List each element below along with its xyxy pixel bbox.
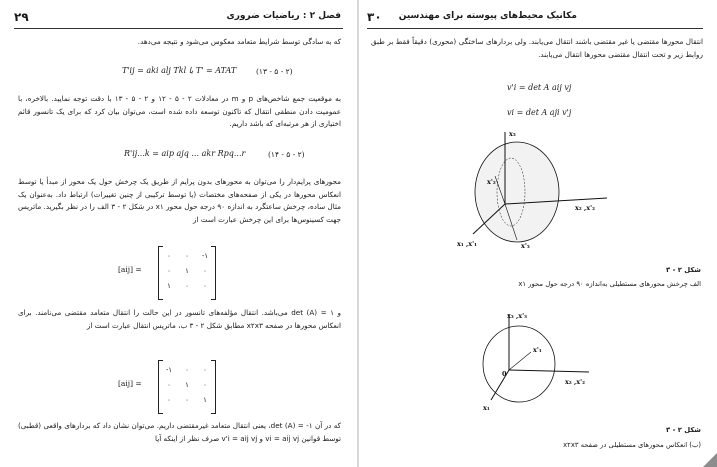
matrix-2-cell: ۰ bbox=[185, 366, 189, 374]
equation-pseudo-vector-b: vi = det A aji v'j bbox=[507, 108, 572, 117]
equation-14: R'ij...k = aip ajq ... akr Rpq...r bbox=[124, 149, 246, 158]
matrix-1-cell: ۰ bbox=[167, 267, 171, 275]
x1-prime-axis bbox=[509, 352, 531, 370]
reflection-matrix bbox=[158, 360, 216, 414]
reflection-sphere bbox=[483, 326, 555, 402]
matrix-1-cell: ۰ bbox=[203, 267, 207, 275]
x3-label: x₃ bbox=[509, 130, 516, 138]
page-curl-corner bbox=[703, 453, 717, 467]
paragraph-1: به موقعیت جمع شاخص‌های p و m در معادلات ۲ - ۵ - ۱۲ و ۲ - ۵ - ۱۳ با دقت توجه نمایید. بالاخره، با عمومیت دادن منطقی انتقال که تاکنون توسعه داده شده است، می‌توان بیان کرد که برای یک تانسور قائم اختیاری از هر مرتبه‌ای که باشد داریم. bbox=[18, 94, 342, 129]
paragraph-2: محورهای پرایم‌دار را می‌توان به محورهای بدون پرایم از طریق یک چرخش حول یک محور از مبدأ یا توسط انعکاس محورها در یکی از صفحه‌های مختصات (یا توسط ترکیبی از چنین تغییرات) ارتباط داد. به‌عنوان یک مثال ساده، چرخش ساعتگرد به اندازه ۹۰ درجه حول محور x۱ در شکل ۲ - ۳ الف را در نظر بگیرید. ماتریس جهت کسینوس‌ها برای این چرخش عبارت است از bbox=[18, 177, 341, 224]
matrix-2-label: [aij] = bbox=[118, 379, 142, 388]
matrix-1-cell: ۰ bbox=[203, 282, 207, 290]
rotation-sphere bbox=[475, 142, 559, 242]
rotation-matrix bbox=[158, 246, 216, 300]
figure-a-caption: الف چرخش محورهای مستطیلی به‌اندازه ۹۰ درجه حول محور x۱ bbox=[518, 280, 701, 288]
figure-a-title: شکل ۲ - ۳ bbox=[666, 266, 701, 274]
origin-label: 0 bbox=[502, 370, 507, 378]
matrix-1-cell: ۰ bbox=[185, 282, 189, 290]
matrix-1-cell: ۰ bbox=[167, 252, 171, 260]
matrix-2-cell: ۰ bbox=[167, 381, 171, 389]
x1-label: x₁ ,x'₁ bbox=[457, 240, 477, 248]
running-head: مکانیک محیط‌های پیوسته برای مهندسین bbox=[398, 11, 577, 21]
matrix-2-cell: ۱ bbox=[203, 396, 207, 404]
matrix-2-cell: ۰ bbox=[203, 366, 207, 374]
figure-reflection-diagram bbox=[469, 308, 609, 414]
paragraph-3: و det (A) = ۱ می‌باشد. انتقال مؤلفه‌های تانسور در این حالت را انتقال متعامد مقتضی می‌نامند. برای انعکاس محورها در صفحه x۲x۳ مطابق شکل ۲ - ۳ ب، ماتریس انتقال عبارت است از bbox=[18, 308, 341, 330]
paragraph-1: انتقال محورها مقتضی یا غیر مقتضی باشند انتقال می‌یابند. ولی بردارهای ساختگی (محوری) دقیقاً فقط بر طبق روابط زیر و تحت انتقال مقتضی محورها انتقال می‌یابند. bbox=[371, 37, 703, 59]
figure-b-title: شکل ۲ - ۳ bbox=[666, 426, 701, 434]
page-number: ۳۰ bbox=[367, 10, 382, 24]
x2-label: x₂ ,x'₂ bbox=[575, 204, 595, 212]
matrix-2-cell: ۰ bbox=[185, 396, 189, 404]
header-rule bbox=[367, 28, 703, 29]
x2-axis bbox=[509, 370, 589, 372]
x3-prime-label: x'₃ bbox=[521, 242, 530, 250]
figure-b-caption: (ب) انعکاس محورهای مستطیلی در صفحه x۲x۳ bbox=[563, 441, 701, 449]
equation-pseudo-vector-a: v'i = det A aij vj bbox=[507, 83, 572, 92]
x3-label: x₃ ,x'₃ bbox=[507, 312, 527, 320]
matrix-2-cell: ۰ bbox=[203, 381, 207, 389]
left-page-header bbox=[0, 10, 357, 26]
matrix-2-cell: ۱ bbox=[185, 381, 189, 389]
equation-13-number: (۱۳ - ۵ - ۲) bbox=[256, 67, 293, 76]
header-rule bbox=[14, 28, 343, 29]
equation-13: T'ij = aki alj Tkl یا T' = ATAT bbox=[122, 66, 237, 75]
matrix-1-cell: ۱ bbox=[167, 282, 171, 290]
matrix-1-cell: -۱ bbox=[201, 252, 209, 260]
figure-rotation-diagram bbox=[459, 128, 619, 258]
equation-14-number: (۱۴ - ۵ - ۲) bbox=[268, 150, 305, 159]
x1-label: x₁ bbox=[483, 404, 490, 412]
page-number: ۲۹ bbox=[14, 10, 29, 24]
matrix-2-cell: -۱ bbox=[165, 366, 173, 374]
left-page bbox=[0, 0, 357, 467]
x2-prime-label: x'₂ bbox=[487, 178, 496, 186]
paragraph-4: که در آن det (A) = -۱، یعنی انتقال متعامد غیرمقتضی داریم. می‌توان نشان داد که بردارهای واقعی (قطبی) توسط قوانین vi = aij vj و v'i = aij vj صرف نظر از اینکه آیا bbox=[18, 421, 341, 443]
matrix-1-label: [aij] = bbox=[118, 265, 142, 274]
matrix-1-cell: ۰ bbox=[185, 252, 189, 260]
right-page bbox=[359, 0, 717, 467]
x1-prime-label: x'₁ bbox=[533, 346, 542, 354]
running-head: فصل ۲ : ریاضیات ضروری bbox=[226, 11, 341, 21]
matrix-2-cell: ۰ bbox=[167, 396, 171, 404]
x2-label: x₂ ,x'₂ bbox=[565, 378, 585, 386]
right-page-header bbox=[359, 10, 717, 26]
matrix-1-cell: ۱ bbox=[185, 267, 189, 275]
intro-text: که به سادگی توسط شرایط متعامد معکوس می‌شود و نتیجه می‌دهد. bbox=[137, 37, 341, 46]
